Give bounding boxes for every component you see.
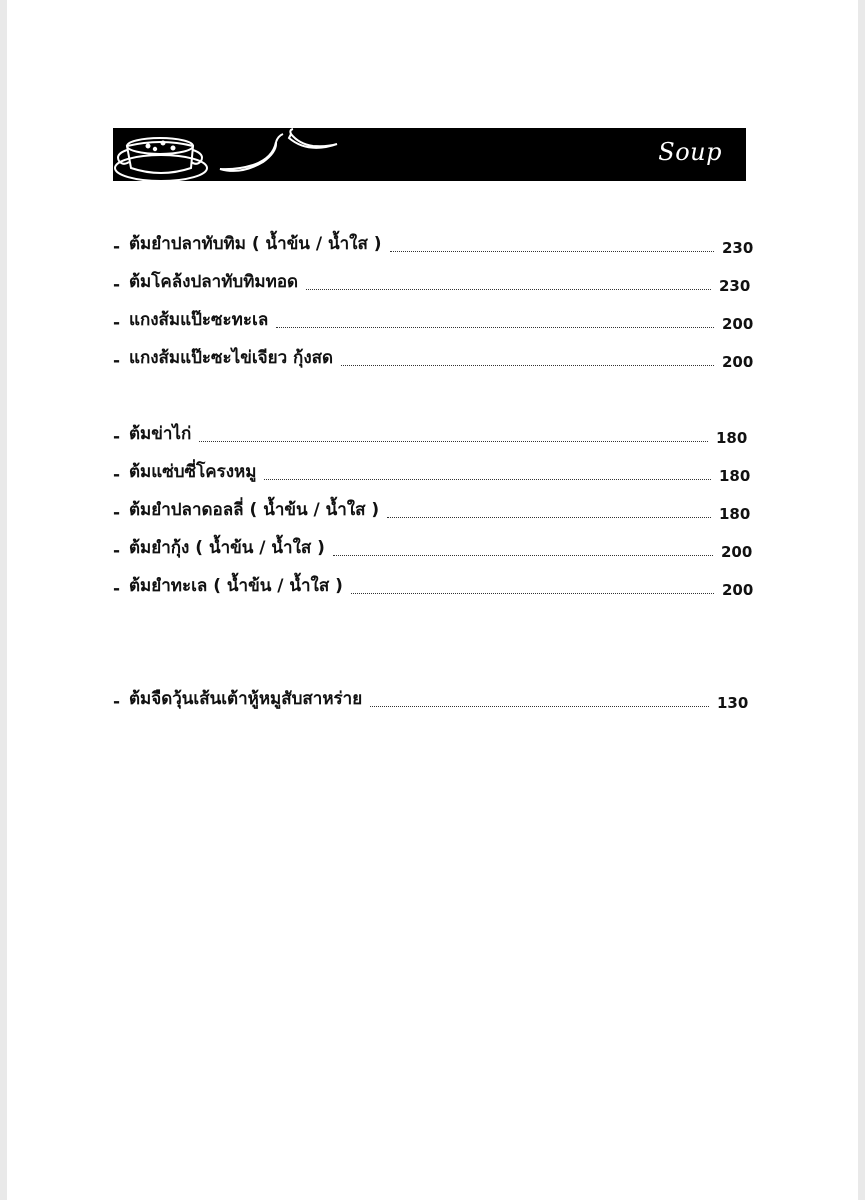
menu-item-name: ต้มจืดวุ้นเส้นเต้าหู้หมูสับสาหร่าย — [129, 689, 363, 709]
menu-item — [113, 423, 746, 447]
menu-item-price: 180 — [719, 505, 751, 523]
soup-illustration — [113, 128, 746, 181]
menu-item — [113, 309, 752, 333]
dot-leader — [351, 593, 714, 594]
menu-item-price: 180 — [716, 429, 748, 447]
menu-item-price: 130 — [717, 694, 749, 712]
menu-item — [113, 575, 752, 599]
chili-pepper-icon — [220, 129, 337, 171]
menu-item-price: 230 — [722, 239, 754, 257]
dot-leader — [333, 555, 713, 556]
menu-item-name: ต้มยำกุ้ง ( น้ำข้น / น้ำใส ) — [129, 538, 325, 558]
menu-item-name: ต้มยำปลาทับทิม ( น้ำข้น / น้ำใส ) — [129, 234, 382, 254]
menu-item — [113, 233, 752, 257]
menu-item — [113, 537, 751, 561]
bullet-dash: - — [113, 351, 121, 371]
menu-item-name: ต้มยำทะเล ( น้ำข้น / น้ำใส ) — [129, 576, 343, 596]
menu-item-name: ต้มข่าไก่ — [129, 424, 192, 444]
menu-item-name: แกงส้มแป๊ะซะทะเล — [129, 310, 269, 330]
dot-leader — [199, 441, 708, 442]
bullet-dash: - — [113, 427, 121, 447]
dot-leader — [390, 251, 714, 252]
menu-item — [113, 461, 749, 485]
menu-item-price: 200 — [722, 315, 754, 333]
bullet-dash: - — [113, 541, 121, 561]
bullet-dash: - — [113, 237, 121, 257]
bullet-dash: - — [113, 503, 121, 523]
menu-item-price: 200 — [722, 353, 754, 371]
menu-item-name: ต้มแซ่บซี่โครงหมู — [129, 462, 257, 482]
bullet-dash: - — [113, 275, 121, 295]
menu-item-price: 200 — [722, 581, 754, 599]
menu-item-name: ต้มโคล้งปลาทับทิมทอด — [129, 272, 299, 292]
bullet-dash: - — [113, 313, 121, 333]
dot-leader — [387, 517, 711, 518]
bullet-dash: - — [113, 579, 121, 599]
bullet-dash: - — [113, 692, 121, 712]
dot-leader — [264, 479, 711, 480]
dot-leader — [341, 365, 714, 366]
menu-item-price: 200 — [721, 543, 753, 561]
soup-bowl-icon — [115, 138, 207, 181]
section-title: Soup — [658, 138, 722, 166]
menu-item — [113, 499, 749, 523]
menu-item-name: แกงส้มแป๊ะซะไข่เจียว กุ้งสด — [129, 348, 334, 368]
section-banner — [113, 128, 746, 181]
menu-item-price: 180 — [719, 467, 751, 485]
dot-leader — [306, 289, 711, 290]
menu-item-price: 230 — [719, 277, 751, 295]
menu-item — [113, 347, 752, 371]
bullet-dash: - — [113, 465, 121, 485]
menu-item — [113, 271, 749, 295]
dot-leader — [276, 327, 714, 328]
menu-item — [113, 688, 747, 712]
dot-leader — [370, 706, 709, 707]
menu-item-name: ต้มยำปลาดอลลี่ ( น้ำข้น / น้ำใส ) — [129, 500, 380, 520]
